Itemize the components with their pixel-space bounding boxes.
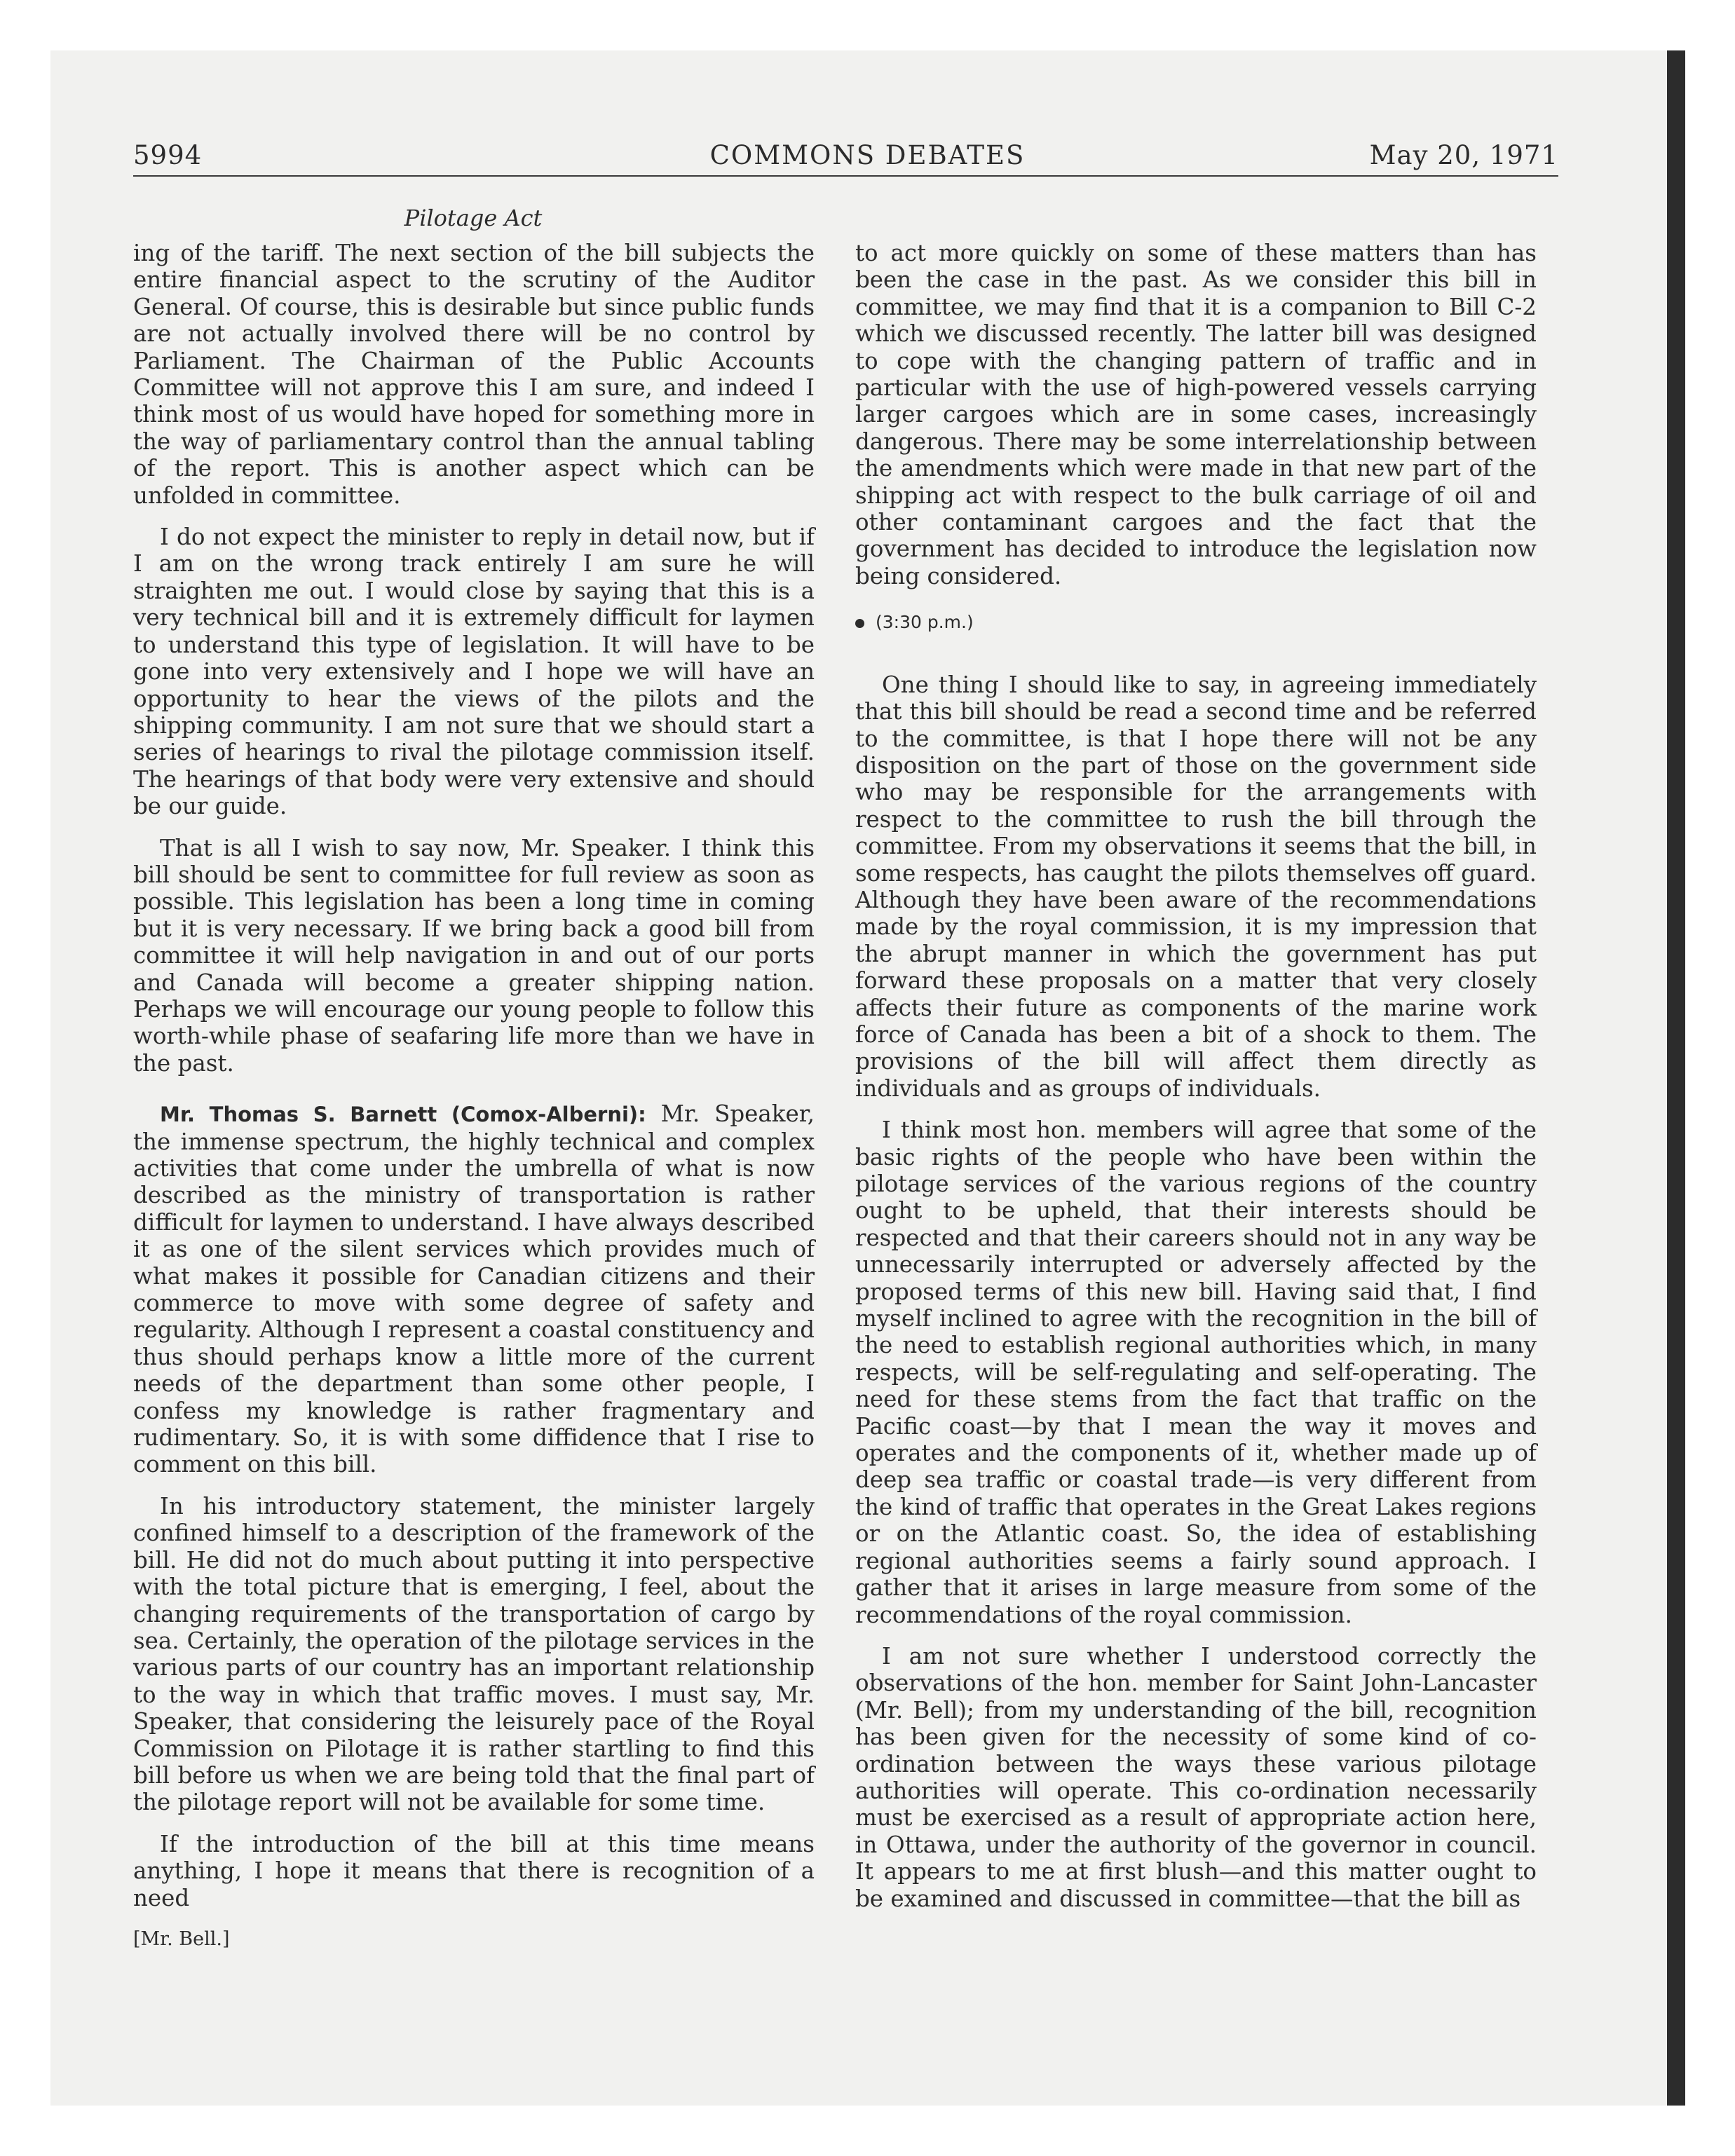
paragraph: I do not expect the minister to reply in detail now, but if I am on the wrong track entirely I am sure he will straighten me out. I would close by saying that this is a very technical bill and it is extremely difficult for laymen to understand this type of legislation. It will have to be gone into very extensively and I hope we will have an opportunity to hear the views of the pilots and the shipping community. I am not sure that we should start a series of hearings to rival the pilotage commission itself. The hearings of that body were very extensive and should be our guide.: [133, 524, 815, 820]
paragraph: One thing I should like to say, in agreeing immediately that this bill should be read a second time and be referred to the committee, is that I hope there will not be any disposition on the part of those on the government side who may be responsible for the arrangements with respect to the committee to rush the bill through the committee. From my observations it seems that the bill, in some respects, has caught the pilots themselves off guard. Although they have been aware of the recommendations made by the royal commission, it is my impression that the abrupt manner in which the government has put forward these proposals on a matter that very closely affects their future as components of the marine work force of Canada has been a bit of a shock to them. The provisions of the bill will affect them directly as individuals and as groups of individuals.: [855, 671, 1537, 1102]
journal-title: COMMONS DEBATES: [709, 140, 1026, 170]
paragraph: to act more quickly on some of these matters than has been the case in the past. As we consider this bill in committee, we may find that it is a companion to Bill C-2 which we discussed recently. The latter bill was designed to cope with the changing pattern of traffic and in particular with the use of high-powered vessels carrying larger cargoes which are in some cases, increasingly dangerous. There may be some interrelationship between the amendments which were made in that new part of the shipping act with respect to the bulk carriage of oil and other contaminant cargoes and the fact that the government has decided to introduce the legislation now being considered.: [855, 240, 1537, 589]
timestamp: [855, 609, 1537, 636]
bullet-icon: [855, 619, 864, 628]
paragraph: In his introductory statement, the minister largely confined himself to a description of the framework of the bill. He did not do much about putting it into perspective with the total picture that is emerging, I feel, about the changing requirements of the transportation of cargo by sea. Certainly, the operation of the pilotage services in the various parts of our country has an important relationship to the way in which that traffic moves. I must say, Mr. Speaker, that considering the leisurely pace of the Royal Commission on Pilotage it is rather startling to find this bill before us when we are being told that the final part of the pilotage report will not be available for some time.: [133, 1492, 815, 1816]
speaker-name: Mr. Thomas S. Barnett (Comox-Alberni):: [160, 1103, 646, 1127]
header-rule: [133, 175, 1558, 177]
page-number: 5994: [133, 140, 203, 170]
paragraph: I think most hon. members will agree that some of the basic rights of the people who have been within the pilotage services of the various regions of the country ought to be upheld, that their interests should be respected and that their careers should not in any way be unnecessarily interrupted or adversely affected by the proposed terms of this new bill. Having said that, I find myself inclined to agree with the recognition in the bill of the need to establish regional authorities which, in many respects, will be self-regulating and self-operating. The need for these stems from the fact that traffic on the Pacific coast—by that I mean the way it moves and operates and the components of it, whether made up of deep sea traffic or coastal trade—is very different from the kind of traffic that operates in the Great Lakes regions or on the Atlantic coast. So, the idea of establishing regional authorities seems a fairly sound approach. I gather that it arises in large measure from some of the recommendations of the royal commission.: [855, 1117, 1537, 1628]
right-column: [855, 240, 1537, 1927]
paragraph: That is all I wish to say now, Mr. Speaker. I think this bill should be sent to committee for full review as soon as possible. This legislation has been a long time in coming but it is very necessary. If we bring back a good bill from committee it will help navigation in and out of our ports and Canada will become a greater shipping nation. Perhaps we will encourage our young people to follow this worth-while phase of seafaring life more than we have in the past.: [133, 834, 815, 1077]
page-date: May 20, 1971: [1369, 140, 1558, 170]
paragraph: I am not sure whether I understood correctly the observations of the hon. member for Saint John-Lancaster (Mr. Bell); from my understanding of the bill, recognition has been given for the necessity of some kind of co-ordination between the ways these various pilotage authorities will operate. This co-ordination necessarily must be exercised as a result of appropriate action here, in Ottawa, under the authority of the governor in council. It appears to me at first blush—and this matter ought to be examined and discussed in committee—that the bill as: [855, 1642, 1537, 1912]
paragraph: ing of the tariff. The next section of the bill subjects the entire financial aspect to the scrutiny of the Auditor General. Of course, this is desirable but since public funds are not actually involved there will be no control by Parliament. The Chairman of the Public Accounts Committee will not approve this I am sure, and indeed I think most of us would have hoped for something more in the way of parliamentary control than the annual tabling of the report. This is another aspect which can be unfolded in committee.: [133, 240, 815, 509]
section-title: Pilotage Act: [404, 205, 543, 231]
timestamp-text: (3:30 p.m.): [876, 612, 974, 633]
speech-paragraph: [133, 1100, 815, 1478]
paragraph: If the introduction of the bill at this time means anything, I hope it means that there is recognition of a need: [133, 1830, 815, 1911]
footer-note: [Mr. Bell.]: [133, 1928, 230, 1950]
left-column: [133, 240, 815, 1953]
scan-edge-shadow: [1667, 50, 1685, 2106]
speech-text: Mr. Speaker, the immense spectrum, the highly technical and complex activities that come under the umbrella of what is now described as the ministry of transportation is rather difficult for laymen to understand. I have always described it as one of the silent services which provides much of what makes it possible for Canadian citizens and their commerce to move with some degree of safety and regularity. Although I represent a coastal constituency and thus should perhaps know a little more of the current needs of the department than some other people, I confess my knowledge is rather fragmentary and rudimentary. So, it is with some diffidence that I rise to comment on this bill.: [133, 1100, 815, 1478]
